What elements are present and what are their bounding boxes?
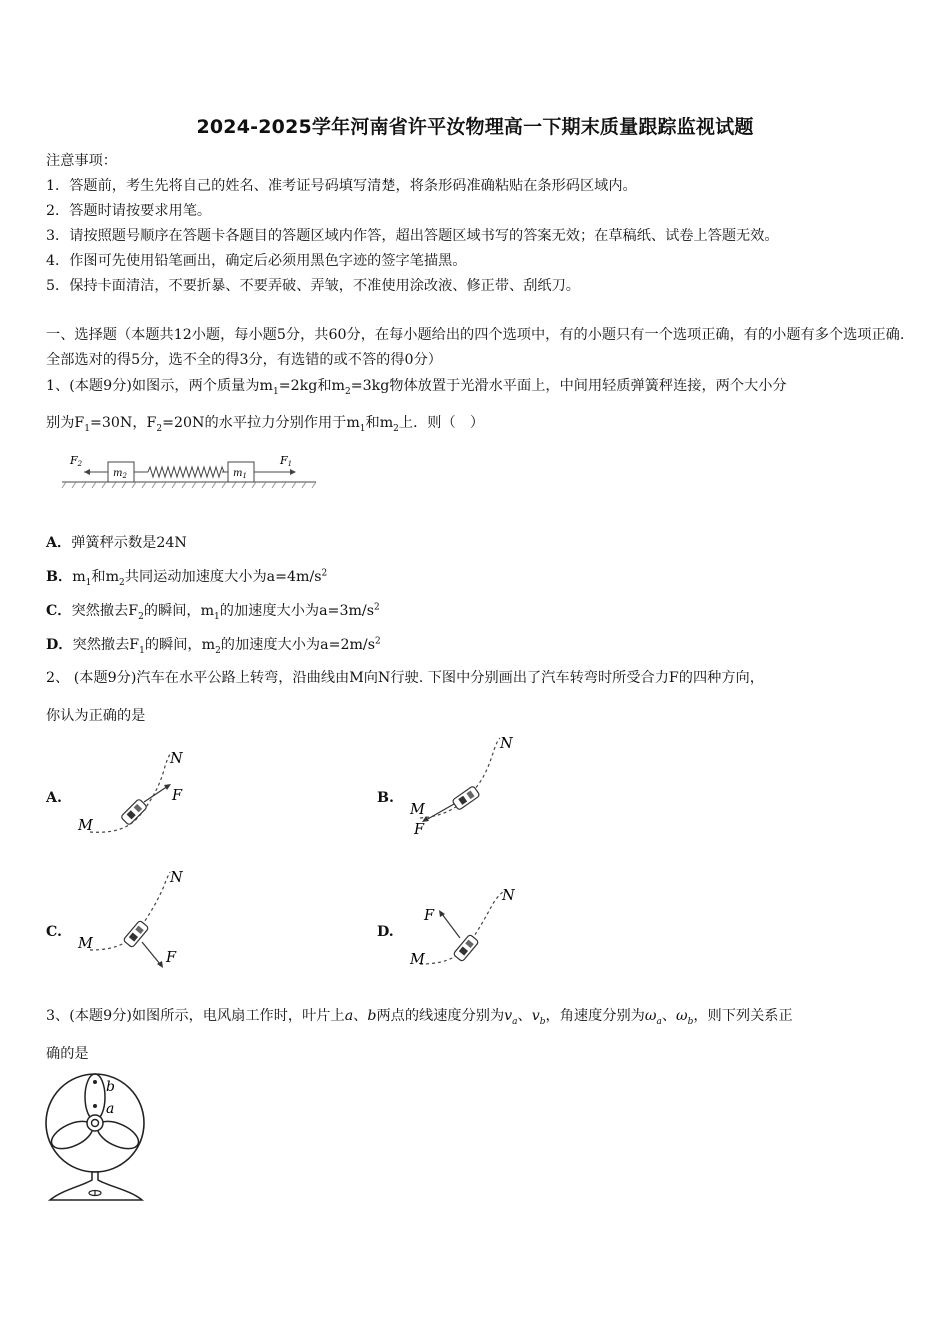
notice-item-5: 5．保持卡面清洁，不要折暴、不要弄破、弄皱，不准使用涂改液、修正带、刮纸刀。: [46, 278, 580, 294]
section-intro: 一、选择题（本题共12小题，每小题5分，共60分，在每小题给出的四个选项中，有的小题只有一个选项正确，有的小题有多个选项正确.全部选对的得5分，选不全的得3分，有选错的或不答的得0分）: [46, 327, 905, 368]
label-b: b: [106, 1079, 115, 1095]
q2-option-b-label: B.: [377, 790, 394, 806]
label-m: M: [78, 936, 93, 952]
q3-line-1: 3、(本题9分)如图所示，电风扇工作时，叶片上a、b两点的线速度分别为$v_a$、$v_b$，角速度分别为$\omega_a$、$\omega_b$，则下列关系正: [46, 1008, 793, 1027]
q1-line-1: 1、(本题9分)如图示，两个质量为$m_1=2kg$和$m_2=3kg$物体放置于光滑水平面上，中间用轻质弹簧秤连接，两个大小分: [46, 378, 787, 397]
spring: [148, 467, 224, 477]
q1-option-a: A．弹簧秤示数是24N: [46, 535, 187, 551]
q1-option-d: D．突然撤去$F_1$的瞬间，$m_2$的加速度大小为$a=2m/s^2$: [46, 636, 381, 656]
label-n: N: [502, 888, 515, 904]
q2-option-c-label: C.: [46, 924, 62, 940]
force-arrow-icon: [164, 784, 171, 790]
q2-option-d-label: D.: [377, 924, 394, 940]
car-icon: [123, 920, 149, 948]
label-m: M: [78, 818, 93, 834]
label-m: M: [410, 952, 425, 968]
q2-option-a-figure: [72, 748, 192, 840]
q1-option-b: B．$m_1$和$m_2$共同运动加速度大小为$a=4m/s^2$: [46, 568, 328, 588]
q2-line-1: 2、 (本题9分)汽车在水平公路上转弯，沿曲线由M向N行驶. 下图中分别画出了汽车转弯时所受合力F的四种方向，: [46, 670, 764, 686]
label-m: M: [410, 802, 425, 818]
label-f: F: [424, 908, 435, 924]
notice-item-4: 4．作图可先使用铅笔画出，确定后必须用黑色字迹的签字笔描黑。: [46, 253, 467, 269]
q2-line-2: 你认为正确的是: [46, 708, 146, 724]
q3-fan-figure: [42, 1068, 154, 1208]
notice-item-2: 2．答题时请按要求用笔。: [46, 203, 212, 219]
q1-line-2: 别为$F_1=30N$，$F_2=20N$的水平拉力分别作用于$m_1$和$m_2$上．则（ ）: [46, 415, 485, 434]
q1-spring-figure: [60, 448, 320, 492]
label-n: N: [170, 751, 183, 767]
label-f: F: [414, 822, 425, 838]
page-title: 2024-2025学年河南省许平汝物理高一下期末质量跟踪监视试题: [196, 116, 754, 138]
label-n: N: [500, 736, 513, 752]
arrow-left-icon: [84, 469, 90, 475]
label-f: F: [166, 950, 177, 966]
label-m1: $m_1$: [233, 468, 247, 480]
label-f2: F2: [70, 454, 83, 468]
point-a-dot: [93, 1104, 97, 1108]
car-icon: [121, 799, 148, 826]
label-m2: $m_2$: [113, 468, 127, 480]
car-icon: [453, 934, 479, 962]
arrow-right-icon: [290, 469, 296, 475]
label-n: N: [170, 870, 183, 886]
q1-option-c: C．突然撤去$F_2$的瞬间，$m_1$的加速度大小为$a=3m/s^2$: [46, 602, 380, 622]
label-a: a: [106, 1101, 115, 1117]
notice-heading: 注意事项：: [46, 153, 117, 169]
q3-line-2: 确的是: [46, 1046, 89, 1062]
q2-option-c-figure: [72, 866, 192, 976]
notice-item-1: 1．答题前，考生先将自己的姓名、准考证号码填写清楚，将条形码准确粘贴在条形码区域内。: [46, 178, 637, 194]
notice-item-3: 3．请按照题号顺序在答题卡各题目的答题区域内作答，超出答题区域书写的答案无效；在草稿纸、试卷上答题无效。: [46, 228, 779, 244]
q2-option-b-figure: [402, 734, 532, 840]
label-f: F: [172, 788, 183, 804]
point-b-dot: [93, 1080, 97, 1084]
q2-option-d-figure: [402, 880, 532, 974]
q2-option-a-label: A.: [46, 790, 62, 806]
car-icon: [452, 786, 480, 811]
label-f1: F1: [280, 454, 293, 468]
